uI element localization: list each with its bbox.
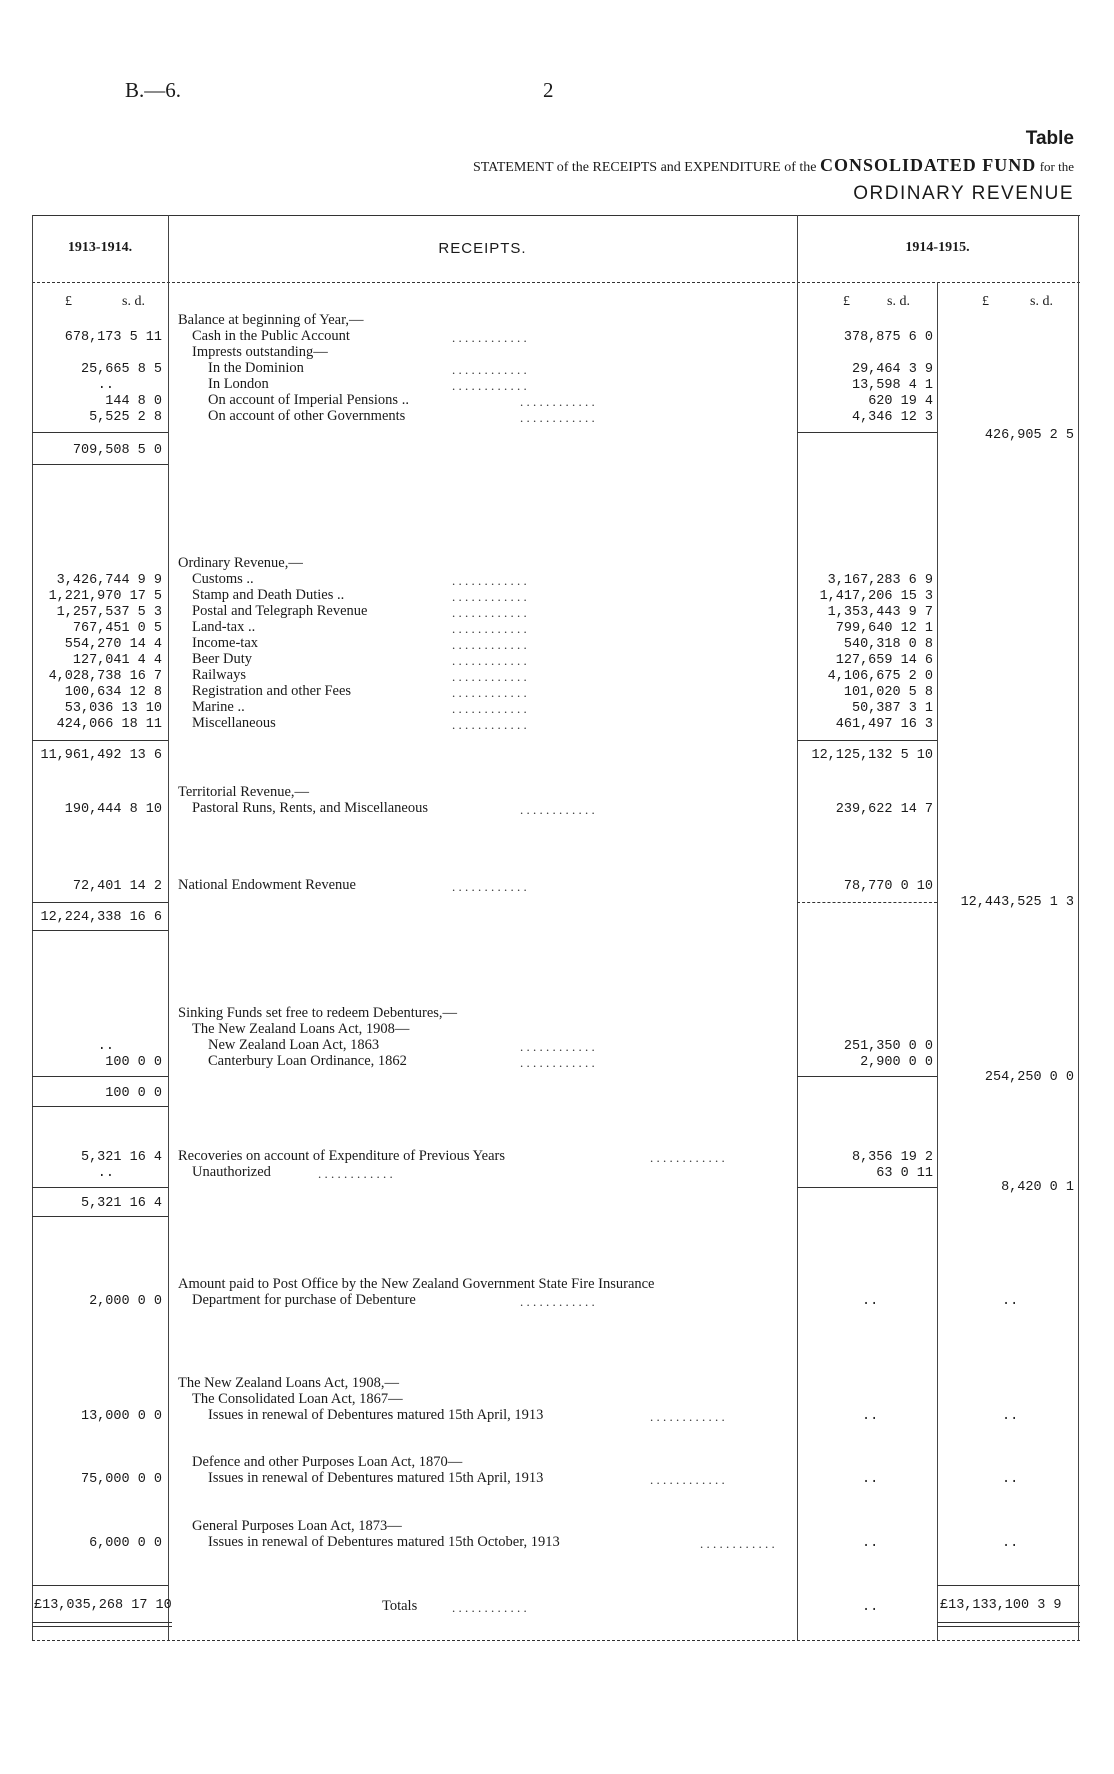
consolidated-issue: Issues in renewal of Debentures matured 15th April, 1913 xyxy=(208,1407,544,1423)
unauthorized-prev: .. xyxy=(97,1166,114,1181)
ordinary-curr: 4,106,675 2 0 xyxy=(827,669,933,684)
ordinary-curr: 50,387 3 1 xyxy=(851,701,933,716)
pound-unit-prev: £ xyxy=(65,294,72,309)
leader-dots: . . . . . . . . . . . . xyxy=(520,1294,595,1309)
ordinary-curr: 1,417,206 15 3 xyxy=(819,589,933,604)
loan-1863-curr: 251,350 0 0 xyxy=(843,1039,933,1054)
title-suffix: for the xyxy=(1039,159,1074,174)
london-prev: .. xyxy=(97,378,114,393)
endowment-prev: 72,401 14 2 xyxy=(72,879,162,894)
leader-dots: . . . . . . . . . . . . xyxy=(452,362,527,377)
cash-curr: 378,875 6 0 xyxy=(843,330,933,345)
post-office-line1: Amount paid to Post Office by the New Zealand Government State Fire Insurance xyxy=(178,1276,655,1292)
general-total: .. xyxy=(1002,1536,1019,1551)
recoveries-label: Recoveries on account of Expenditure of Previous Years xyxy=(178,1148,505,1164)
table-label: Table xyxy=(1025,128,1074,149)
endowment-curr: 78,770 0 10 xyxy=(843,879,933,894)
defence-issue: Issues in renewal of Debentures matured 15th April, 1913 xyxy=(208,1470,544,1486)
territorial-curr: 239,622 14 7 xyxy=(835,802,933,817)
ordinary-curr: 1,353,443 9 7 xyxy=(827,605,933,620)
ordinary-prev: 4,028,738 16 7 xyxy=(48,669,162,684)
other-govts-label: On account of other Governments xyxy=(208,408,406,424)
ordinary-prev: 100,634 12 8 xyxy=(64,685,162,700)
sd-unit-prev: s. d. xyxy=(122,294,145,309)
canterbury-label: Canterbury Loan Ordinance, 1862 xyxy=(208,1053,407,1069)
imperial-curr: 620 19 4 xyxy=(868,394,933,409)
consolidated-act: The Consolidated Loan Act, 1867— xyxy=(192,1391,403,1407)
column-header-1913-1914: 1913-1914. xyxy=(67,240,133,255)
ordinary-label: Miscellaneous xyxy=(192,715,276,731)
consolidated-total: .. xyxy=(1002,1409,1019,1424)
ordinary-label: Postal and Telegraph Revenue xyxy=(192,603,368,619)
leader-dots: . . . . . . . . . . . . xyxy=(452,330,527,345)
leader-dots: . . . . . . . . . . . . xyxy=(452,701,527,716)
ordinary-label: Marine .. xyxy=(192,699,245,715)
ordinary-label: Land-tax .. xyxy=(192,619,256,635)
ordinary-curr: 540,318 0 8 xyxy=(843,637,933,652)
leader-dots: . . . . . . . . . . . . xyxy=(452,1600,527,1615)
sinking-subtotal-curr: 254,250 0 0 xyxy=(984,1070,1074,1085)
imprests-label: Imprests outstanding— xyxy=(192,344,328,360)
recoveries-subtotal-prev: 5,321 16 4 xyxy=(80,1196,162,1211)
post-office-curr: .. xyxy=(862,1294,879,1309)
sinking-heading: Sinking Funds set free to redeem Debentures,— xyxy=(178,1005,458,1021)
ordinary-prev: 424,066 18 11 xyxy=(56,717,162,732)
ordinary-label: Railways xyxy=(192,667,246,683)
sd-unit-total: s. d. xyxy=(1030,294,1053,309)
ordinary-curr: 3,167,283 6 9 xyxy=(827,573,933,588)
ordinary-label: Stamp and Death Duties .. xyxy=(192,587,345,603)
leader-dots: . . . . . . . . . . . . xyxy=(520,410,595,425)
leader-dots: . . . . . . . . . . . . xyxy=(650,1409,725,1424)
london-label: In London xyxy=(208,376,269,392)
balance-heading: Balance at beginning of Year,— xyxy=(178,312,364,328)
leader-dots: . . . . . . . . . . . . xyxy=(452,637,527,652)
ordinary-prev: 1,257,537 5 3 xyxy=(56,605,162,620)
statement-title xyxy=(473,155,1074,176)
general-prev: 6,000 0 0 xyxy=(89,1536,162,1551)
ordinary-curr: 101,020 5 8 xyxy=(843,685,933,700)
ordinary-subtotal-curr: 12,125,132 5 10 xyxy=(811,748,933,763)
totals-prev: £13,035,268 17 10 xyxy=(34,1598,172,1613)
london-curr: 13,598 4 1 xyxy=(851,378,933,393)
recoveries-subtotal-curr: 8,420 0 1 xyxy=(1001,1180,1074,1195)
ordinary-curr: 461,497 16 3 xyxy=(835,717,933,732)
imperial-prev: 144 8 0 xyxy=(105,394,162,409)
ordinary-label: Registration and other Fees xyxy=(192,683,352,699)
defence-prev: 75,000 0 0 xyxy=(80,1472,162,1487)
leader-dots: . . . . . . . . . . . . xyxy=(520,394,595,409)
leader-dots: . . . . . . . . . . . . xyxy=(452,589,527,604)
ordinary-prev: 767,451 0 5 xyxy=(72,621,162,636)
ordinary-label: Customs .. xyxy=(192,571,254,587)
dominion-label: In the Dominion xyxy=(208,360,304,376)
pound-unit-total: £ xyxy=(982,294,989,309)
loans-heading: The New Zealand Loans Act, 1908,— xyxy=(178,1375,400,1391)
ordinary-subtotal-prev: 11,961,492 13 6 xyxy=(40,748,162,763)
totals-label: Totals xyxy=(382,1598,418,1614)
column-header-1914-1915: 1914-1915. xyxy=(905,240,970,255)
dominion-prev: 25,665 8 5 xyxy=(80,362,162,377)
loan-1863-prev: .. xyxy=(97,1039,114,1054)
cash-label: Cash in the Public Account xyxy=(192,328,350,344)
leader-dots: . . . . . . . . . . . . xyxy=(520,1055,595,1070)
general-curr: .. xyxy=(862,1536,879,1551)
ordinary-curr: 127,659 14 6 xyxy=(835,653,933,668)
post-office-prev: 2,000 0 0 xyxy=(89,1294,162,1309)
canterbury-curr: 2,900 0 0 xyxy=(860,1055,933,1070)
ordinary-prev: 1,221,970 17 5 xyxy=(48,589,162,604)
leader-dots: . . . . . . . . . . . . xyxy=(452,605,527,620)
consolidated-curr: .. xyxy=(862,1409,879,1424)
other-govts-curr: 4,346 12 3 xyxy=(851,410,933,425)
leader-dots: . . . . . . . . . . . . xyxy=(520,802,595,817)
sd-unit-curr: s. d. xyxy=(887,294,910,309)
territorial-heading: Territorial Revenue,— xyxy=(178,784,310,800)
unauthorized-curr: 63 0 11 xyxy=(876,1166,933,1181)
totals-curr-mid: .. xyxy=(862,1600,879,1615)
balance-subtotal-prev: 709,508 5 0 xyxy=(72,443,162,458)
general-act: General Purposes Loan Act, 1873— xyxy=(192,1518,402,1534)
ordinary-label: Income-tax xyxy=(192,635,259,651)
leader-dots: . . . . . . . . . . . . xyxy=(452,573,527,588)
sinking-act: The New Zealand Loans Act, 1908— xyxy=(192,1021,410,1037)
leader-dots: . . . . . . . . . . . . xyxy=(520,1039,595,1054)
leader-dots: . . . . . . . . . . . . xyxy=(650,1472,725,1487)
recoveries-curr: 8,356 19 2 xyxy=(851,1150,933,1165)
leader-dots: . . . . . . . . . . . . xyxy=(452,685,527,700)
endowment-subtotal-prev: 12,224,338 16 6 xyxy=(40,910,162,925)
general-issue: Issues in renewal of Debentures matured 15th October, 1913 xyxy=(208,1534,560,1550)
defence-total: .. xyxy=(1002,1472,1019,1487)
leader-dots: . . . . . . . . . . . . xyxy=(452,717,527,732)
ordinary-prev: 127,041 4 4 xyxy=(72,653,162,668)
unauthorized-label: Unauthorized xyxy=(192,1164,271,1180)
leader-dots: . . . . . . . . . . . . xyxy=(452,653,527,668)
totals-curr: £13,133,100 3 9 xyxy=(940,1598,1062,1613)
post-office-total: .. xyxy=(1002,1294,1019,1309)
sinking-subtotal-prev: 100 0 0 xyxy=(105,1086,162,1101)
dominion-curr: 29,464 3 9 xyxy=(851,362,933,377)
statement-subtitle: ORDINARY REVENUE xyxy=(853,183,1074,204)
canterbury-prev: 100 0 0 xyxy=(105,1055,162,1070)
ordinary-heading: Ordinary Revenue,— xyxy=(178,555,303,571)
ordinary-curr: 799,640 12 1 xyxy=(835,621,933,636)
endowment-label: National Endowment Revenue xyxy=(178,877,356,893)
leader-dots: . . . . . . . . . . . . xyxy=(452,621,527,636)
cash-prev: 678,173 5 11 xyxy=(64,330,162,345)
territorial-label: Pastoral Runs, Rents, and Miscellaneous xyxy=(192,800,429,816)
imperial-label: On account of Imperial Pensions .. xyxy=(208,392,409,408)
leader-dots: . . . . . . . . . . . . xyxy=(452,669,527,684)
page-reference: B.—6. xyxy=(125,78,182,102)
loan-1863-label: New Zealand Loan Act, 1863 xyxy=(208,1037,380,1053)
leader-dots: . . . . . . . . . . . . xyxy=(650,1150,725,1165)
recoveries-prev: 5,321 16 4 xyxy=(80,1150,162,1165)
title-prefix: STATEMENT of the RECEIPTS and EXPENDITURE of the xyxy=(472,160,817,175)
balance-subtotal-curr: 426,905 2 5 xyxy=(984,428,1074,443)
leader-dots: . . . . . . . . . . . . xyxy=(452,378,527,393)
leader-dots: . . . . . . . . . . . . xyxy=(318,1166,393,1181)
pound-unit-curr: £ xyxy=(843,294,850,309)
other-govts-prev: 5,525 2 8 xyxy=(89,410,162,425)
ordinary-label: Beer Duty xyxy=(192,651,252,667)
title-bold: CONSOLIDATED FUND xyxy=(820,155,1037,175)
column-header-receipts: RECEIPTS. xyxy=(438,240,527,257)
ordinary-prev: 554,270 14 4 xyxy=(64,637,162,652)
leader-dots: . . . . . . . . . . . . xyxy=(452,879,527,894)
ordinary-prev: 53,036 13 10 xyxy=(64,701,162,716)
defence-act: Defence and other Purposes Loan Act, 1870— xyxy=(192,1454,463,1470)
post-office-line2: Department for purchase of Debenture xyxy=(192,1292,416,1308)
territorial-prev: 190,444 8 10 xyxy=(64,802,162,817)
defence-curr: .. xyxy=(862,1472,879,1487)
consolidated-prev: 13,000 0 0 xyxy=(80,1409,162,1424)
ordinary-prev: 3,426,744 9 9 xyxy=(56,573,162,588)
endowment-subtotal-curr: 12,443,525 1 3 xyxy=(960,895,1074,910)
page-number: 2 xyxy=(543,78,554,102)
leader-dots: . . . . . . . . . . . . xyxy=(700,1536,775,1551)
